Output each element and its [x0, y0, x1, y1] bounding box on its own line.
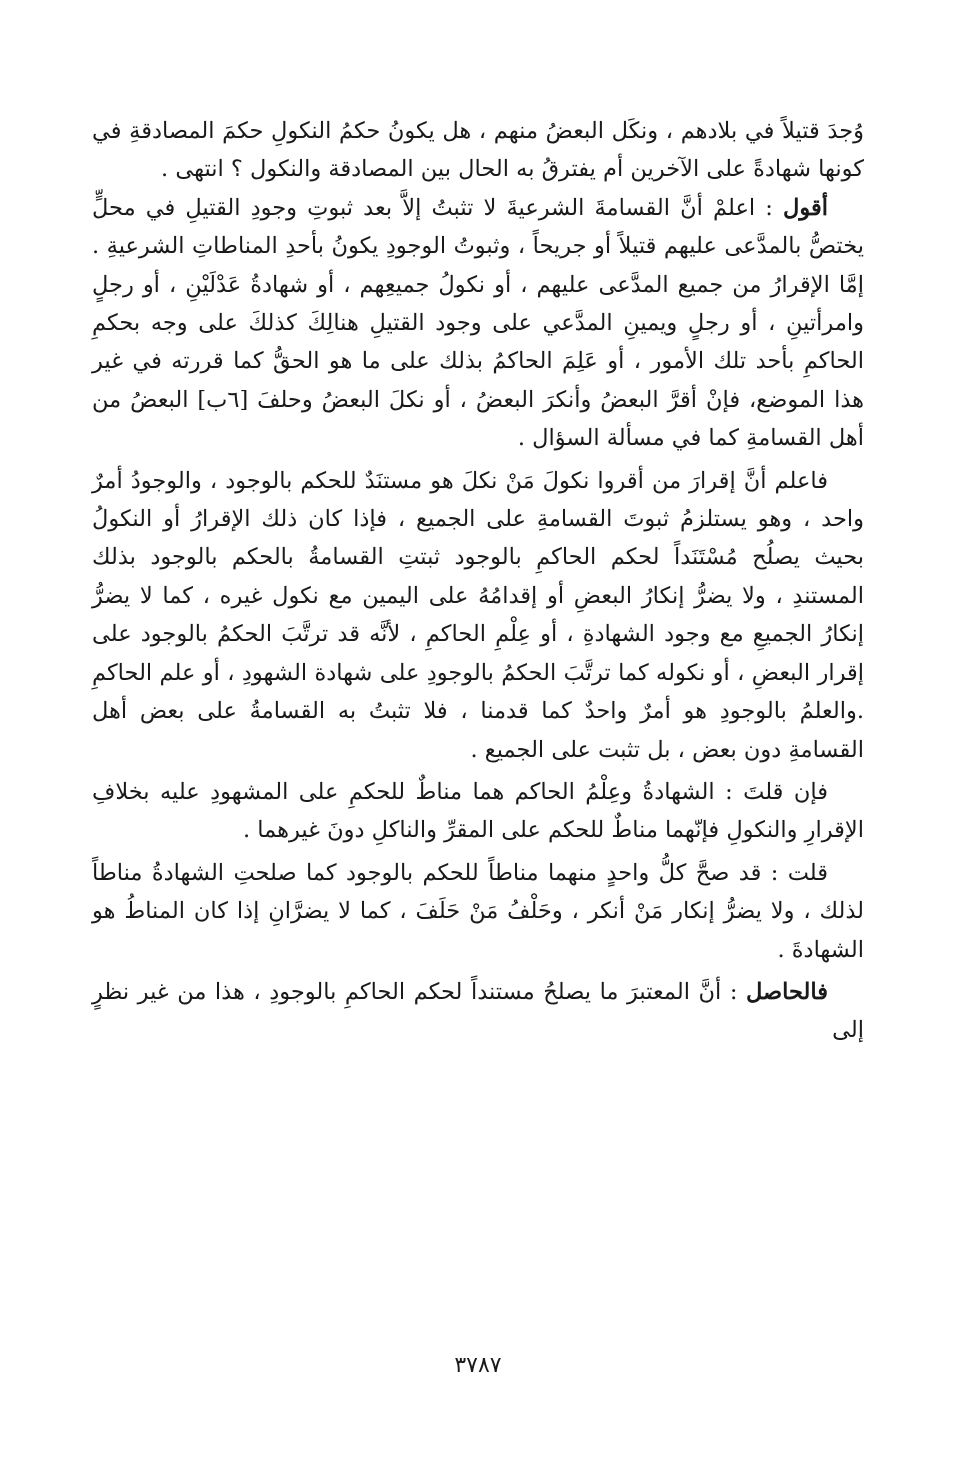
paragraph-1	[92, 112, 864, 189]
paragraph-5	[92, 854, 864, 969]
paragraph-4	[92, 773, 864, 850]
paragraph-6-lead: فالحاصل	[746, 978, 828, 1005]
paragraph-2	[92, 189, 864, 458]
paragraph-6-text: : أنَّ المعتبرَ ما يصلحُ مستنداً لحكم الحاكمِ بالوجودِ ، هذا من غير نظرٍ إلى	[92, 978, 864, 1044]
page-body	[92, 112, 864, 1302]
paragraph-3-text: فاعلم أنَّ إقرارَ من أقروا نكولَ مَنْ نكلَ هو مستنَدٌ للحكم بالوجود ، والوجودُ أمرٌ واحد ، وهو يستلزمُ ثبوتَ القسامةِ على الجميع ، فإذا كان ذلك الإقرارُ أو النكولُ بحيث يصلُح مُسْتَنَداً لحكم الحاكمِ بالوجود ثبتتِ القسامةُ بالحكم بالوجود بذلك المستندِ ، ولا يضرُّ إنكارُ البعضِ أو إقدامُهُ على اليمين مع نكول غيره ، كما لا يضرُّ إنكارُ الجميعِ مع وجود الشهادةِ ، أو عِلْمِ الحاكمِ ، لأنَّه قد ترتَّبَ الحكمُ بالوجود على إقرار البعضِ ، أو نكوله كما ترتَّبَ الحكمُ بالوجودِ على شهادة الشهودِ ، أو علم الحاكمِ .والعلمُ بالوجودِ هو أمرٌ واحدٌ كما قدمنا ، فلا تثبتُ به القسامةُ على بعض أهل القسامةِ دون بعض ، بل تثبت على الجميع .	[92, 467, 864, 763]
paragraph-5-text: قلت : قد صحَّ كلُّ واحدٍ منهما مناطاً للحكم بالوجود كما صلحتِ الشهادةُ مناطاً لذلك ، ولا يضرُّ إنكار مَنْ أنكر ، وحَلْفُ مَنْ حَلَفَ ، كما لا يضرَّانِ إذا كان المناطُ هو الشهادةَ .	[92, 859, 864, 963]
page-number: ٣٧٨٧	[454, 1353, 502, 1378]
paragraph-3	[92, 462, 864, 769]
paragraph-2-lead: أقول	[783, 194, 828, 221]
paragraph-4-text: فإن قلتَ : الشهادةُ وعِلْمُ الحاكم هما مناطٌ للحكمِ على المشهودِ عليه بخلافِ الإقرارِ والنكولِ فإنّهما مناطٌ للحكم على المقرِّ والناكلِ دونَ غيرهما .	[92, 778, 864, 844]
paragraph-1-text: وُجدَ قتيلاً في بلادهم ، ونكَل البعضُ منهم ، هل يكونُ حكمُ النكولِ حكمَ المصادقةِ في كونها شهادةً على الآخرين أم يفترقُ به الحال بين المصادقة والنكول ؟ انتهى .	[92, 118, 864, 183]
paragraph-2-text: : اعلمْ أنَّ القسامةَ الشرعيةَ لا تثبتُ إلاَّ بعد ثبوتِ وجودِ القتيلِ في محلٍّ يختصُّ بالمدَّعى عليهم قتيلاً أو جريحاً ، وثبوتُ الوجودِ يكونُ بأحدِ المناطاتِ الشرعيةِ . إمَّا الإقرارُ من جميع المدَّعى عليهم ، أو نكولُ جميعِهم ، أو شهادةُ عَدْلَيْنِ ، أو رجلٍ وامرأتينِ ، أو رجلٍ ويمينِ المدَّعي على وجود القتيلِ هنالِكَ كذلكَ على وجه بحكمِ الحاكمِ بأحد تلك الأمور ، أو عَلِمَ الحاكمُ بذلك على ما هو الحقُّ كما قررته في غير هذا الموضع، فإنْ أقرَّ البعضُ وأنكرَ البعضُ ، أو نكلَ البعضُ وحلفَ [٦ب] البعضُ من أهل القسامةِ كما في مسألة السؤال .	[92, 194, 864, 452]
paragraph-6	[92, 973, 864, 1050]
